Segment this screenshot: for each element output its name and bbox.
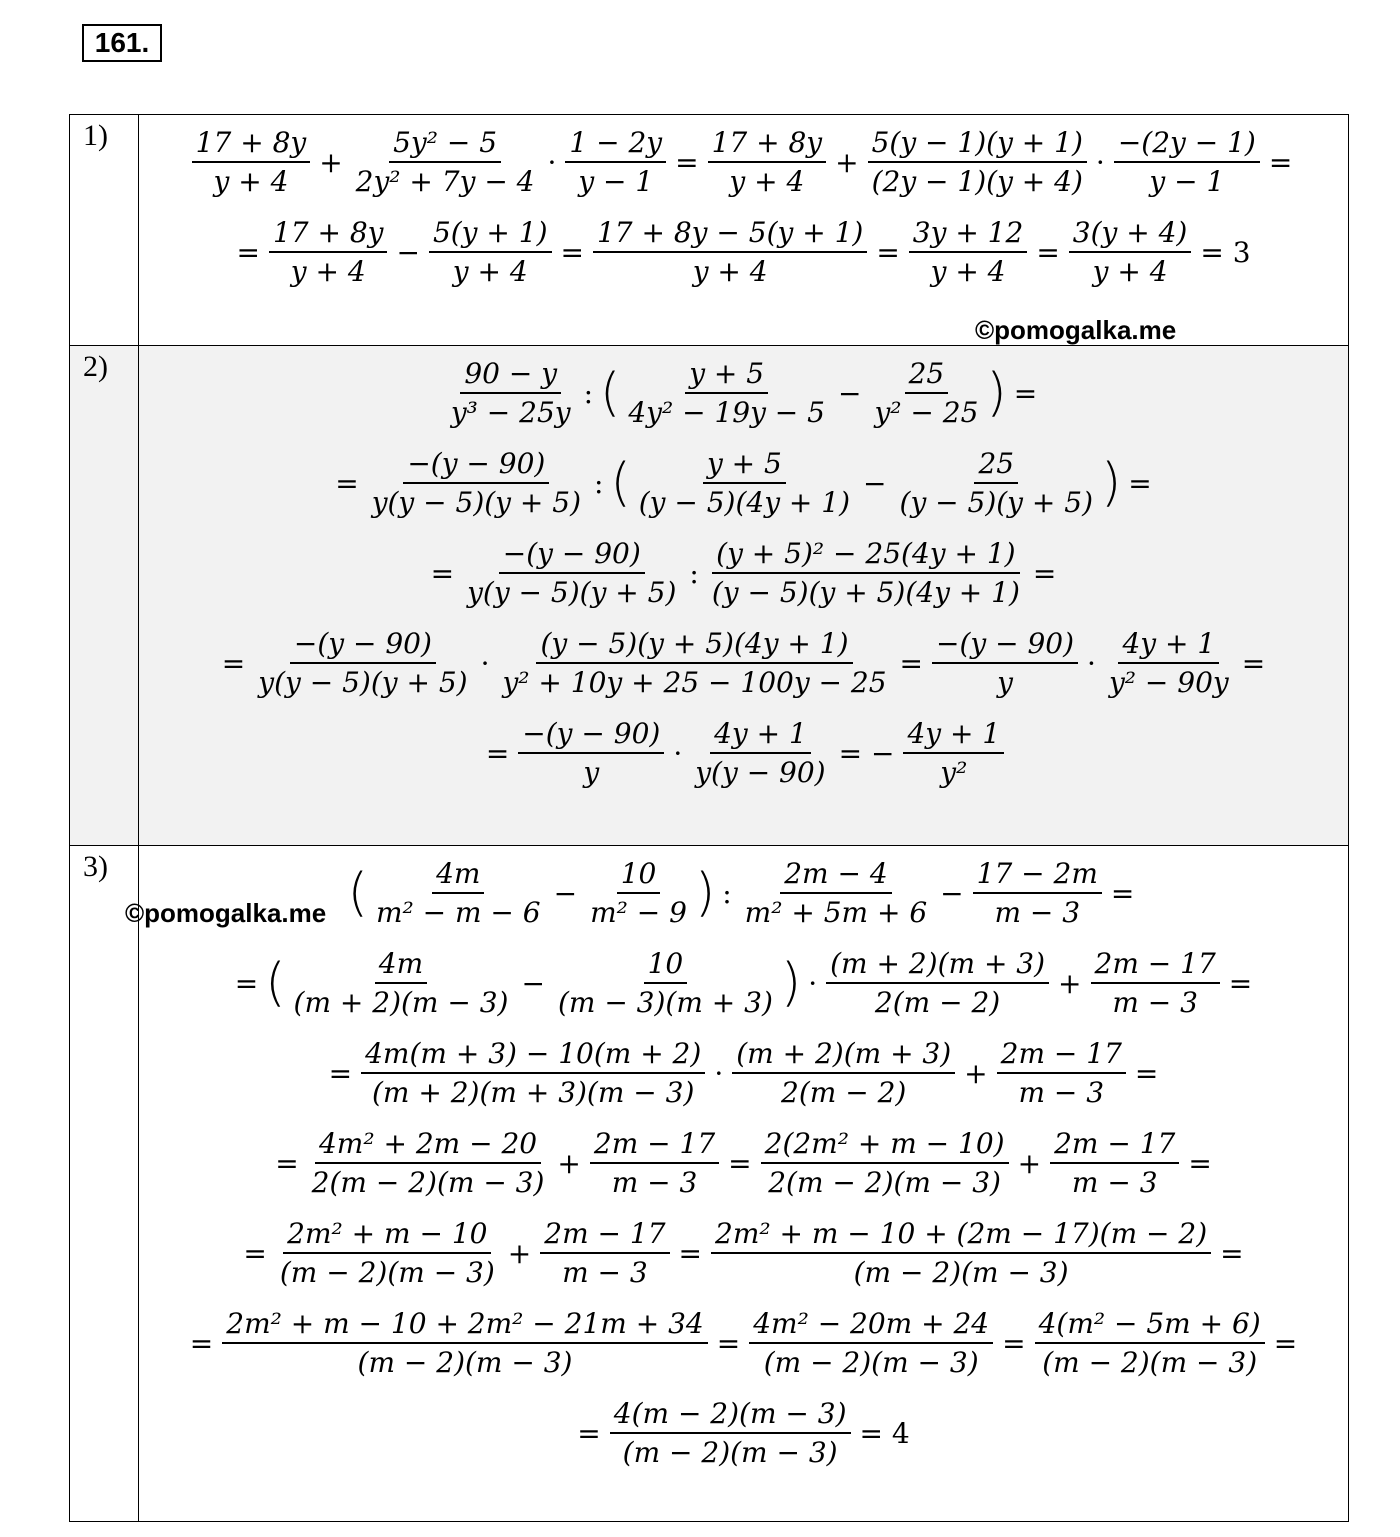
denominator: y + 4 (729, 165, 805, 198)
fraction (222, 1307, 707, 1379)
operator: = (1220, 1236, 1244, 1270)
fraction (1069, 216, 1192, 288)
equation-line (139, 1388, 1348, 1478)
operator: = (328, 1056, 353, 1090)
numerator: 2m² + m − 10 (283, 1217, 491, 1254)
equation-line (139, 348, 1348, 438)
operator: = (678, 1236, 702, 1270)
fraction (290, 947, 513, 1019)
fraction (554, 947, 777, 1019)
fraction (372, 857, 545, 929)
numerator: 5y² − 5 (389, 126, 501, 163)
denominator: m − 3 (1018, 1076, 1105, 1109)
numerator: 25 (905, 357, 949, 394)
numerator: 17 − 2m (973, 857, 1102, 894)
numerator: (y − 5)(y + 5)(4y + 1) (536, 627, 852, 664)
numerator: 17 + 8y − 5(y + 1) (593, 216, 867, 253)
operator: = (577, 1416, 601, 1450)
numerator: −(2y − 1) (1114, 126, 1260, 163)
operator: · (808, 966, 818, 1000)
operator: + (1058, 966, 1082, 1000)
numerator: (y + 5)² − 25(4y + 1) (712, 537, 1019, 574)
operator: = − (838, 736, 895, 770)
operator: · (673, 736, 683, 770)
fraction (498, 627, 890, 699)
numerator: 17 + 8y (192, 126, 311, 163)
fraction (590, 1127, 719, 1199)
denominator: y + 4 (290, 255, 366, 288)
operator: − (553, 876, 578, 910)
operator: = (560, 235, 584, 269)
equation-line (139, 1118, 1348, 1208)
denominator: y + 4 (452, 255, 528, 288)
denominator: y² (940, 756, 968, 789)
denominator: (m − 2)(m − 3) (622, 1436, 838, 1469)
fraction (361, 1037, 705, 1109)
operator: = (485, 736, 510, 770)
fraction (732, 1037, 955, 1109)
operator: : (722, 876, 732, 910)
denominator: y³ − 25y (450, 396, 571, 429)
fraction (192, 126, 311, 198)
fraction (691, 717, 829, 789)
fraction (463, 537, 680, 609)
operator: = (728, 1146, 752, 1180)
parenthesis: ) (780, 953, 802, 1013)
denominator: (m − 2)(m − 3) (357, 1346, 573, 1379)
parenthesis: ( (347, 863, 368, 923)
operator: = (1036, 235, 1060, 269)
fraction (761, 1127, 1009, 1199)
fraction (868, 126, 1087, 198)
denominator: m² − m − 6 (375, 896, 541, 929)
fraction (1050, 1127, 1179, 1199)
fraction (352, 126, 539, 198)
parenthesis: ) (694, 863, 716, 923)
solution-row-1 (70, 115, 1349, 346)
equation-line (139, 117, 1348, 207)
part-body (139, 115, 1349, 346)
denominator: (y − 5)(y + 5)(4y + 1) (711, 576, 1020, 609)
fraction (903, 717, 1004, 789)
numerator: 2m − 17 (540, 1217, 669, 1254)
numerator: 5(y − 1)(y + 1) (868, 126, 1087, 163)
denominator: 2(m − 2) (781, 1076, 907, 1109)
denominator: (2y − 1)(y + 4) (871, 165, 1083, 198)
numerator: 4y + 1 (903, 717, 1004, 754)
denominator: y + 4 (930, 255, 1006, 288)
numerator: 4y + 1 (1118, 627, 1219, 664)
denominator: y² − 25 (874, 396, 979, 429)
part-label: 1) (70, 115, 139, 346)
operator: : (583, 376, 594, 410)
part-label: 3) (70, 846, 139, 1522)
fraction (624, 357, 829, 429)
numerator: 17 + 8y (708, 126, 827, 163)
watermark: ©pomogalka.me (125, 898, 327, 928)
operator: · (1095, 145, 1105, 179)
numerator: (m + 2)(m + 3) (826, 947, 1049, 984)
numerator: −(y − 90) (932, 627, 1078, 664)
denominator: m − 3 (562, 1256, 648, 1289)
denominator: m − 3 (1112, 986, 1198, 1019)
operator: = (675, 145, 699, 179)
numerator: 90 − y (460, 357, 561, 394)
equation-lines (139, 346, 1348, 798)
numerator: 4(m² − 5m + 6) (1035, 1307, 1265, 1344)
fraction (610, 1397, 851, 1469)
fraction (741, 857, 931, 929)
operator: = (1273, 1326, 1298, 1360)
fraction (540, 1217, 669, 1289)
parenthesis: ) (986, 363, 1007, 423)
denominator: y + 4 (213, 165, 289, 198)
fraction (896, 447, 1097, 519)
numerator: y + 5 (703, 447, 786, 484)
fraction (565, 126, 666, 198)
denominator: y − 1 (578, 165, 654, 198)
operator: = (1128, 466, 1152, 500)
operator: = (1188, 1146, 1212, 1180)
fraction (997, 1037, 1126, 1109)
denominator: y² − 90y (1108, 666, 1229, 699)
equation-line (139, 938, 1348, 1028)
operator: = (1032, 556, 1057, 590)
equation-line (139, 618, 1348, 708)
denominator: y(y − 5)(y + 5) (467, 576, 677, 609)
numerator: 3(y + 4) (1069, 216, 1192, 253)
numerator: 25 (974, 447, 1018, 484)
numerator: 5(y + 1) (429, 216, 552, 253)
numerator: 2m − 17 (1091, 947, 1220, 984)
parenthesis: ) (1101, 453, 1122, 513)
denominator: (m − 3)(m + 3) (557, 986, 773, 1019)
numerator: 2(2m² + m − 10) (761, 1127, 1009, 1164)
operator: = (335, 466, 359, 500)
operator: = (1002, 1326, 1026, 1360)
denominator: m² − 9 (590, 896, 687, 929)
equation-line (139, 207, 1348, 297)
denominator: (m − 2)(m − 3) (853, 1256, 1069, 1289)
fraction (368, 447, 585, 519)
denominator: 4y² − 19y − 5 (628, 396, 825, 429)
operator: · (714, 1056, 724, 1090)
fraction (749, 1307, 993, 1379)
numerator: 3y + 12 (909, 216, 1028, 253)
fraction (870, 357, 982, 429)
operator: = (236, 235, 260, 269)
operator: = (1268, 145, 1293, 179)
watermark: ©pomogalka.me (975, 315, 1177, 345)
problem-number: 161. (82, 24, 162, 62)
denominator: m − 3 (1071, 1166, 1158, 1199)
denominator: (m − 2)(m − 3) (763, 1346, 979, 1379)
equation-line (139, 708, 1348, 798)
equation-lines (139, 115, 1348, 297)
operator: · (547, 145, 557, 179)
denominator: 2(m − 2) (874, 986, 1001, 1019)
numerator: 10 (617, 857, 661, 894)
fraction (635, 447, 854, 519)
numerator: 4m(m + 3) − 10(m + 2) (361, 1037, 705, 1074)
equation-line (139, 438, 1348, 528)
fraction (708, 126, 827, 198)
denominator: (m + 2)(m − 3) (293, 986, 509, 1019)
numerator: 2m² + m − 10 + 2m² − 21m + 34 (222, 1307, 707, 1344)
operator: · (480, 646, 490, 680)
denominator: y(y − 5)(y + 5) (371, 486, 581, 519)
operator: = (899, 646, 924, 680)
operator: − (396, 235, 420, 269)
fraction (826, 947, 1049, 1019)
denominator: m − 3 (994, 896, 1081, 929)
solution-row-3 (70, 846, 1349, 1522)
operator: = 3 (1200, 235, 1251, 269)
operator: − (863, 466, 887, 500)
operator: = (1228, 966, 1253, 1000)
part-label: 2) (70, 346, 139, 846)
fraction (932, 627, 1078, 699)
operator: = (1241, 646, 1266, 680)
numerator: 10 (644, 947, 688, 984)
fraction (1035, 1307, 1265, 1379)
numerator: 17 + 8y (269, 216, 388, 253)
solution-row-2 (70, 346, 1349, 846)
operator: : (594, 466, 604, 500)
denominator: y² + 10y + 25 − 100y − 25 (502, 666, 887, 699)
denominator: y(y − 90) (695, 756, 826, 789)
fraction (1091, 947, 1220, 1019)
operator: = (1134, 1056, 1159, 1090)
denominator: y (997, 666, 1013, 699)
operator: = (234, 966, 259, 1000)
numerator: 2m − 17 (1050, 1127, 1179, 1164)
denominator: y + 4 (1092, 255, 1168, 288)
numerator: −(y − 90) (518, 717, 664, 754)
fraction (711, 1217, 1211, 1289)
denominator: y − 1 (1149, 165, 1225, 198)
denominator: y + 4 (692, 255, 768, 288)
operator: + (507, 1236, 532, 1270)
numerator: 4m² − 20m + 24 (749, 1307, 993, 1344)
fraction (586, 857, 691, 929)
numerator: 4m² + 2m − 20 (315, 1127, 541, 1164)
numerator: 4m (375, 947, 427, 984)
operator: · (1087, 646, 1096, 680)
operator: − (521, 966, 545, 1000)
part-body (139, 346, 1349, 846)
operator: − (837, 376, 862, 410)
fraction (447, 357, 575, 429)
parenthesis: ( (600, 363, 621, 423)
fraction (308, 1127, 549, 1199)
operator: = (716, 1326, 741, 1360)
equation-line (139, 1208, 1348, 1298)
numerator: 2m − 17 (590, 1127, 719, 1164)
fraction (973, 857, 1102, 929)
operator: = (189, 1326, 214, 1360)
fraction (1114, 126, 1260, 198)
numerator: 4(m − 2)(m − 3) (610, 1397, 851, 1434)
operator: : (689, 556, 699, 590)
operator: + (319, 145, 343, 179)
denominator: y(y − 5)(y + 5) (258, 666, 468, 699)
denominator: (y − 5)(y + 5) (899, 486, 1093, 519)
numerator: 1 − 2y (565, 126, 666, 163)
operator: = (243, 1236, 267, 1270)
operator: + (964, 1056, 988, 1090)
numerator: 2m − 4 (780, 857, 891, 894)
fraction (708, 537, 1024, 609)
parenthesis: ( (265, 953, 286, 1013)
numerator: y + 5 (685, 357, 768, 394)
denominator: (m − 2)(m − 3) (279, 1256, 495, 1289)
operator: = (1013, 376, 1038, 410)
numerator: 4y + 1 (710, 717, 811, 754)
denominator: (m + 2)(m + 3)(m − 3) (371, 1076, 695, 1109)
denominator: (m − 2)(m − 3) (1042, 1346, 1258, 1379)
operator: = (221, 646, 246, 680)
numerator: 4m (432, 857, 484, 894)
operator: + (1017, 1146, 1042, 1180)
operator: − (940, 876, 964, 910)
fraction (429, 216, 552, 288)
equation-lines (139, 846, 1348, 1478)
denominator: (y − 5)(4y + 1) (638, 486, 851, 519)
numerator: −(y − 90) (499, 537, 645, 574)
denominator: m² + 5m + 6 (744, 896, 928, 929)
operator: = (275, 1146, 299, 1180)
operator: = 4 (859, 1416, 910, 1450)
operator: = (430, 556, 455, 590)
numerator: 2m − 17 (997, 1037, 1126, 1074)
fraction (1105, 627, 1233, 699)
fraction (593, 216, 867, 288)
fraction (518, 717, 664, 789)
numerator: −(y − 90) (290, 627, 436, 664)
numerator: (m + 2)(m + 3) (732, 1037, 955, 1074)
fraction (254, 627, 471, 699)
equation-line (139, 1298, 1348, 1388)
numerator: −(y − 90) (403, 447, 549, 484)
operator: = (1110, 876, 1135, 910)
denominator: 2(m − 2)(m − 3) (768, 1166, 1001, 1199)
part-body (125, 846, 1349, 1522)
numerator: 2m² + m − 10 + (2m − 17)(m − 2) (711, 1217, 1211, 1254)
operator: + (835, 145, 859, 179)
fraction (909, 216, 1028, 288)
denominator: 2(m − 2)(m − 3) (311, 1166, 545, 1199)
denominator: y (583, 756, 600, 789)
denominator: m − 3 (611, 1166, 698, 1199)
equation-line (139, 528, 1348, 618)
denominator: 2y² + 7y − 4 (355, 165, 535, 198)
fraction (276, 1217, 499, 1289)
solution-table (69, 114, 1349, 1522)
fraction (269, 216, 388, 288)
equation-line (139, 1028, 1348, 1118)
operator: = (876, 235, 900, 269)
operator: + (557, 1146, 581, 1180)
parenthesis: ( (610, 453, 631, 513)
